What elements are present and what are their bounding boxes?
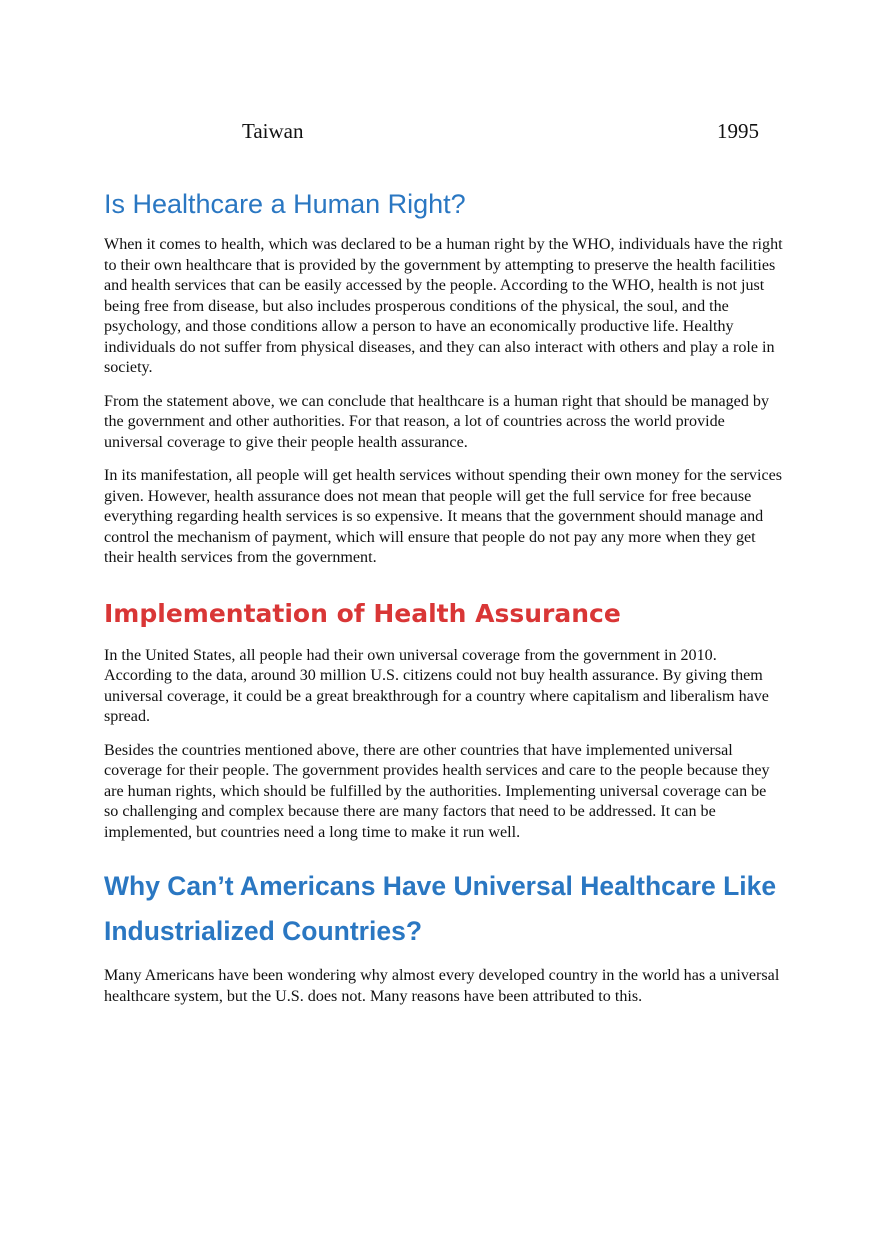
heading-implementation: Implementation of Health Assurance xyxy=(104,598,621,628)
table-cell-country: Taiwan xyxy=(242,119,304,143)
paragraph: In its manifestation, all people will get health services without spending their own money for the services given. However, health assurance does not mean that people will get the full service for free because everything regarding health services is so expensive. It means that the government should manage and control the mechanism of payment, which will ensure that people do not pay any more when they get their health services from the government. xyxy=(104,467,783,566)
table-row xyxy=(0,117,880,145)
paragraph: Besides the countries mentioned above, there are other countries that have implemented universal coverage for their people. The government provides health services and care to the people because they are human rights, which should be fulfilled by the authorities. Implementing universal coverage can be so challenging and complex because there are many factors that need to be addressed. It can be implemented, but countries need a long time to make it run well. xyxy=(104,741,770,841)
heading-why-americans: Why Can’t Americans Have Universal Healthcare Like Industrialized Countries? xyxy=(104,871,777,946)
paragraph: From the statement above, we can conclude that healthcare is a human right that should be managed by the government and other authorities. For that reason, a lot of countries across the world provide universal coverage to give their people health assurance. xyxy=(104,392,769,451)
heading-healthcare-human-right: Is Healthcare a Human Right? xyxy=(104,189,466,219)
table-cell-year: 1995 xyxy=(717,119,759,143)
paragraph: In the United States, all people had their own universal coverage from the government in 2010. According to the data, around 30 million U.S. citizens could not buy health assurance. By giving them universal coverage, it could be a great breakthrough for a country where capitalism and liberalism have spread. xyxy=(104,646,769,725)
paragraph: Many Americans have been wondering why almost every developed country in the world has a universal healthcare system, but the U.S. does not. Many reasons have been attributed to this. xyxy=(104,967,780,1005)
paragraph: When it comes to health, which was declared to be a human right by the WHO, individuals have the right to their own healthcare that is provided by the government by attempting to preserve the health facilities and health services that can be easily accessed by the people. According to the WHO, health is not just being free from disease, but also includes prosperous conditions of the physical, the soul, and the psychology, and those conditions allow a person to have an economically productive life. Healthy individuals do not suffer from physical diseases, and they can also interact with others and play a role in society. xyxy=(104,236,783,376)
document-body xyxy=(104,183,784,1020)
